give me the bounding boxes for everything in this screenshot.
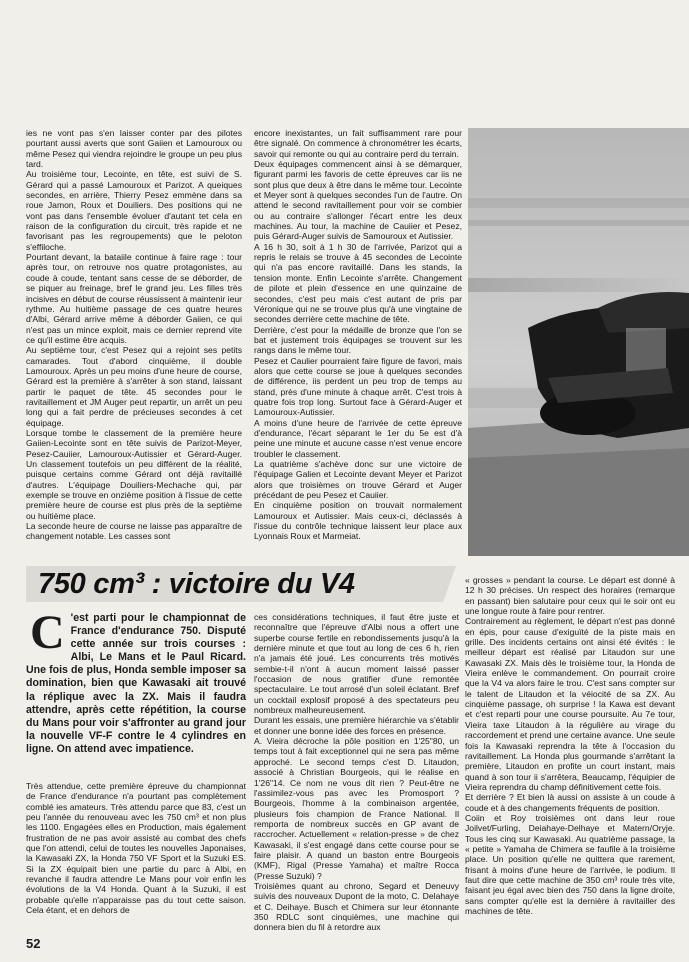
- paragraph: Derrière, c'est pour la médaille de bronze que l'on se bat et justement trois équipages se trouvent sur les rangs dans le même tour.: [254, 324, 462, 356]
- paragraph: En cinquième position on trouvait normalement Lamouroux et Autissier. Mais ceux-ci, déclassés à l'issue du contrôle technique laissent leur place aux Lyonnais Roux et Marmeiat.: [254, 500, 462, 542]
- motorcycle-photo-image: [468, 128, 689, 556]
- paragraph: A 16 h 30, soit à 1 h 30 de l'arrivée, Parizot qui a repris le relais se trouve à 45 secondes de Lecointe qui n'a pas encore ravitaillé. Dans les stands, la tension monte. Enfin Lecointe s'arrête. Changement de pilote et plein d'essence en une quinzaine de secondes, c'est peu mais c'est autant de pris par Véronique qui ne se trouve plus qu'à une vingtaine de secondes derrière cette machine de tête.: [254, 241, 462, 325]
- paragraph: ies ne vont pas s'en laisser conter par des pilotes pourtant aussi averts que sont Gaiien et Lamouroux ou même Pesez qui viendra rejoindre le groupe un peu plus tard.: [26, 128, 242, 170]
- page-number: 52: [26, 936, 41, 951]
- paragraph: La quatrième s'achève donc sur une victoire de l'équipage Galien et Lecointe devant Meyer et Parizot alors que troisièmes on trouve Gérard et Auger précédant de peu Pesez et Cauiier.: [254, 459, 462, 501]
- paragraph: Très attendue, cette première épreuve du championnat de France d'endurance n'a pourtant pas complètement comblé ies amateurs. Très attendu parce que 83, c'est un peu l'année du renouveau avec les 750 cm³ et non plus les 1100. Engagées elles en Production, mais également frustration de ne pas avoir assisté au combat des chefs que l'on attendi, celui de toutes les nouvelles Japonaises, la Kawasaki ZX, la Honda 750 VF Sport et la Suzuki ES. Si la ZX équipait bien une partie du parc à Albi, en revanche il faudra attendre Le Mans pour voir enfin les évolutions de la V4 Honda. Quant à la Suzuki, il est probable qu'elle n'apparaisse pas du tout cette saison. Cela étant, et en dehors de: [26, 781, 246, 916]
- article-column-3-lower: [465, 575, 675, 916]
- paragraph: Au septième tour, c'est Pesez qui a rejoint ses petits camarades. Tout d'abord cinquième, il double Lamouroux. Après un peu moins d'une heure de course, Gérard est la première à s'arrêter à son stand, laissant partir le paquet de tête. 45 secondes pour le ravitaillement et JM Auger peut repartir, un arrêt un peu long qui a fait perdre de précieuses secondes à cet équipage.: [26, 345, 242, 428]
- paragraph: ces considérations techniques, il faut être juste et reconnaître que l'épreuve d'Albi nous a offert une superbe course fertile en rebondissements jusqu'à la dernière minute et que tout au long de ces 6 h, rien n'a jamais été joué. Les concurrents très motivés sembie-t-il n'ont à aucun moment laissé passer l'occasion de nous gratifier d'une remontée spectaculaire. Le tout arrosé d'un soleil éclatant. Bref un cocktail explosif proposé à des spectateurs peu nombreux malheureusement.: [254, 612, 459, 716]
- paragraph: Au troisième tour, Lecointe, en tête, est suivi de S. Gérard qui a passé Lamouroux et Parizot. A queiques secondes, en arrière, Thierry Pesez emmène dans sa roue Jamon, Roux et Douiliers. Des positions qui ne vont pas dans l'ensemble évoluer d'autant tet cela en raison de la configuration du circuit, très rapide et ne favorisant pas les regroupements) que le peloton s'effiloche.: [26, 169, 242, 252]
- paragraph: Deux équipages commencent ainsi à se démarquer, figurant parmi les favoris de cette épreuves car iis ne sont plus que deux à être dans le même tour. Lecointe et Meyer sont à quelques secondes l'un de l'autre. On attend le second ravitaillement pour voir se combier ou au contraire s'allonger l'écart entre les deux machines. Au tour, la machine de Cauiier et Pesez, puis Gérard-Auger suivis de Samouroux et Autissier.: [254, 159, 462, 242]
- article-column-2: [254, 128, 462, 542]
- paragraph: Lorsque tombe le classement de la première heure Gaiien-Lecointe sont en tête suivis de Parizot-Meyer, Pesez-Cauiier, Lamouroux-Autissier et Gérard-Auger. Un classement toutefois un peu différent de la réalité, puisque certains comme Gérard ont déjà ravitaillé d'autres. L'équipage Douiliers-Mechache qui, par exemple se trouve en onzième position à l'issue de cette première heure de course est plus près de la septième ou huitième place.: [26, 427, 242, 521]
- paragraph: Coiin et Roy troisièmes ont dans leur roue Joilvet/Furling, Deiahaye-Delhaye et Matern/Oryje. Tous les cinq sur Kawasaki. Au quatrième passage, la « petite » Yamaha de Chimera se faufile à la troisième place. Un position qu'elle ne quittera que rarement, frisant à moins d'une heure de l'arrivée, le podium. Il faut dire que cette machine de 350 cm³ roule très vite, faisant jeu égal avec bien des 750 dans la ligne droite, sans compter qu'elle est la dernière à ravitailler des machines de tête.: [465, 812, 675, 916]
- paragraph: Troisièmes quant au chrono, Segard et Deneuvy suivis des nouveaux Dupont de la moto, C. Delahaye et C. Deihaye. Busch et Chimera sur leur étonnante 350 RDLC sont cinquièmes, une machine qui donnera bien du fil à retordre aux: [254, 880, 459, 933]
- article-column-1-lower: [26, 781, 246, 915]
- paragraph: Pourtant devant, la bataiile continue à faire rage : tour après tour, on retrouve nos quatre protagonistes, au coude à coude, tentant sans cesse de se déborder, de se piquer au freinage, bref le grand jeu. Les filles très incisives en début de course réussissent à maintenir ieur rythme. Au huitième passage de ces quatre heures d'Albi, Gérard arrive même à déborder Gaiien, ce qui n'est pas un mince exploit, mais ce dernier reprend vite ce qu'il estime être acquis.: [26, 252, 242, 345]
- paragraph: Pesez et Caulier pourraient faire figure de favori, mais alors que cette course se joue à quelques secondes de différence, iis perdent un peu trop de temps au stand, près d'une minute à chaque arrêt. C'est trois à quatre fois trop long. Surtout face à Gérard-Auger et Lamouroux-Autissier.: [254, 355, 462, 418]
- article-column-1: [26, 128, 242, 542]
- paragraph: Contrairement au règlement, le départ n'est pas donné en épis, pour cause d'exiguïté de la piste mais en grille. Des incidents certains ont ainsi été évités : le meilleur départ est réalisé par Litaudon sur une Kawasaki ZX. Mais dès le troisième tour, la Honda de Vieira enlève le commandement. On pourrait croire que la V4 va alors faire le trou. C'est sans compter sur le talent de Litaudon et la véiocité de sa ZX. Au cinquième passage, oh surprise ! la Kawa est devant et c'est reparti pour une course poursuite. Au 7e tour, Vieira taxe Litaudon à la régulière au virage du raccordement et prend une certaine avance. Une seule fois la Kawasaki reprendra la tête à l'occasion du ravitaillement. La Honda plus gourmande s'arrêtant la première, Litaudon en profite un court instant, mais quand à son tour ii s'arrêtera, Beaucamp, l'équipier de Vieira reprendra du champ définitivement cette fois.: [465, 616, 675, 792]
- paragraph: encore inexistantes, un fait suffisamment rare pour être signalé. On commence à chronométrer les écarts, savoir qui remonte ou qui au contraire perd du terrain.: [254, 128, 462, 159]
- paragraph: « grosses » pendant la course. Le départ est donné à 12 h 30 précises. Un respect des horaires (remarque en passant) bien salutaire pour ceux qui le soir ont eu une longue route à faire pour rentrer.: [465, 575, 675, 617]
- intro-text: 'est parti pour le championnat de France d'endurance 750. Disputé cette année sur trois courses : Albi, Le Mans et le Paul Ricard. Une fois de plus, Honda semble imposer sa domination, bien que Kawasaki ait trouvé la réplique avec la ZX. Mais il faudra attendre, après cette répétition, la course du Mans pour voir s'affronter au grand jour la nouvelle VF-F contre le 4 cylindres en ligne. On attend avec impatience.: [26, 612, 246, 755]
- paragraph: Et derrière ? Et bien là aussi on assiste à un coude à coude et à des changements fréquents de position.: [465, 792, 675, 813]
- drop-cap: C: [30, 606, 65, 659]
- motorcycle-photo: [468, 128, 689, 556]
- article-headline: 750 cm³ : victoire du V4: [38, 568, 355, 600]
- paragraph: A moins d'une heure de l'arrivée de cette épreuve d'endurance, l'écart séparant le 1er du 5e est d'à peine une minute et aucune casse n'est venue encore troubler le classement.: [254, 417, 462, 459]
- article-intro: [26, 606, 246, 756]
- article-column-2-lower: [254, 612, 459, 933]
- paragraph: Durant les essais, une première hiérarchie va s'établir et donner une bonne idée des forces en présence.: [254, 715, 459, 736]
- paragraph: La seconde heure de course ne laisse pas apparaître de changement notable. Les casses sont: [26, 521, 242, 542]
- paragraph: A. Vieira décroche la pôle position en 1'25"80, un temps tout à fait exceptionnel qui ne sera pas même approché. Le second temps c'est D. Litaudon, associé à Christian Bourgeois, qui le réalise en 1'26"14. Ce nom ne vous dit rien ? Peut-être ne l'assimilez-vous pas avec les Promosport ? Bourgeois, l'homme à la combinaison argentée, plusieurs fois champion de France National. Il remporta de nombreux succès en GP avant de raccrocher. Actuellement « relation-presse » de chez Kawasaki, il s'est engagé dans cette course pour se faire plaisir. A quand un baston entre Bourgeois (KMF), Rigal (Presse Yamaha) et maître Rocca (Presse Suzuki) ?: [254, 736, 459, 881]
